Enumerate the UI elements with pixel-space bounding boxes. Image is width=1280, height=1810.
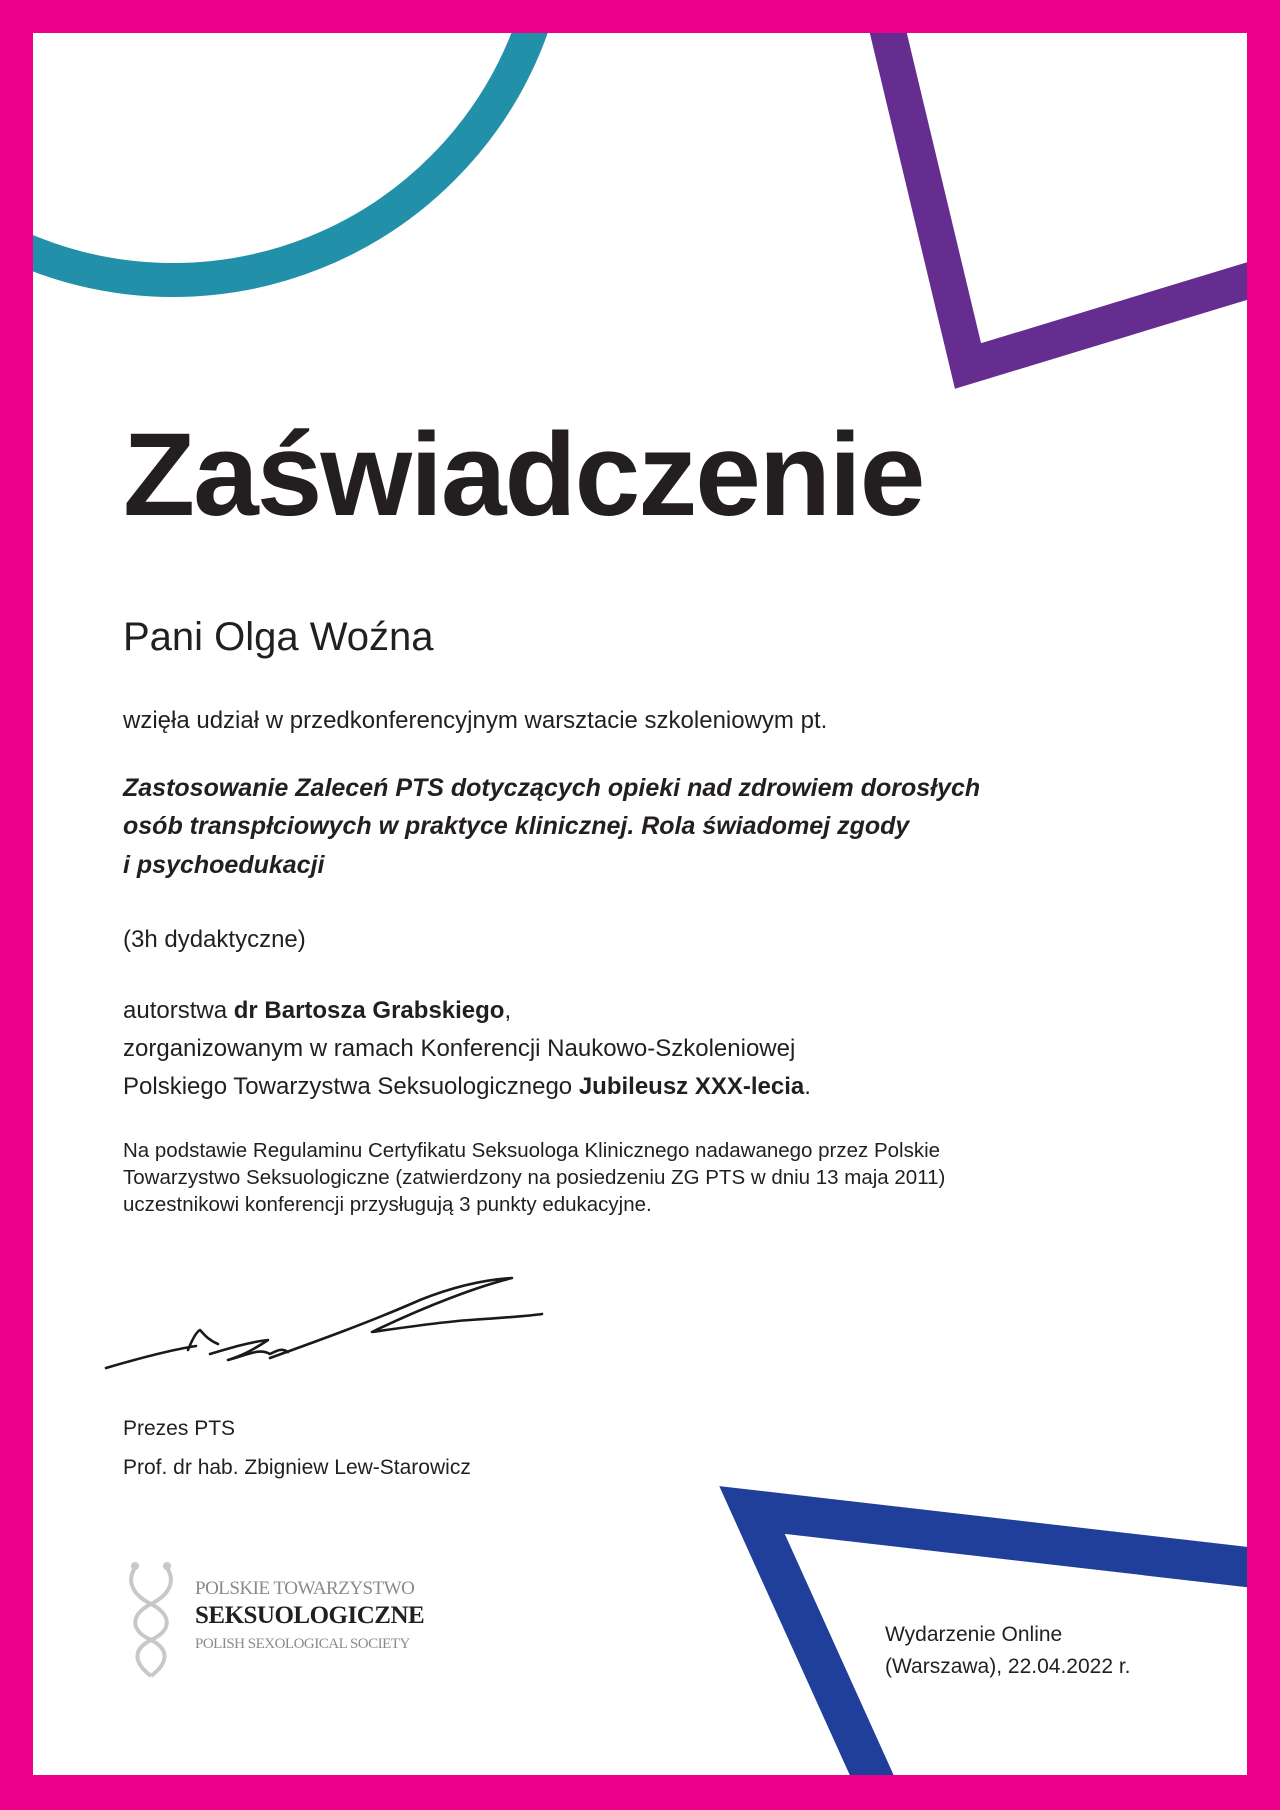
workshop-title-line-2: osób transpłciowych w praktyce klinicznej. Rola świadomej zgody	[123, 812, 910, 840]
caduceus-icon	[121, 1560, 181, 1680]
frame-left	[0, 0, 33, 1810]
author-line	[123, 996, 511, 1026]
logo-line-3: POLISH SEXOLOGICAL SOCIETY	[195, 1636, 410, 1652]
recipient-name: Pani Olga Woźna	[123, 615, 434, 659]
hours-text: (3h dydaktyczne)	[123, 926, 306, 953]
note-line-2: Towarzystwo Seksuologiczne (zatwierdzony na posiedzeniu ZG PTS w dniu 13 maja 2011)	[123, 1166, 946, 1189]
jubilee-suffix: .	[804, 1073, 811, 1100]
logo-line-2: SEKSUOLOGICZNE	[195, 1602, 425, 1629]
teal-arc	[0, 0, 554, 280]
workshop-title-line-1: Zastosowanie Zaleceń PTS dotyczących opieki nad zdrowiem dorosłych	[123, 774, 981, 802]
society-prefix: Polskiego Towarzystwa Seksuologicznego	[123, 1073, 579, 1100]
frame-top	[0, 0, 1280, 33]
event-type: Wydarzenie Online	[885, 1623, 1063, 1646]
frame-right	[1247, 0, 1280, 1810]
note-line-1: Na podstawie Regulaminu Certyfikatu Seksuologa Klinicznego nadawanego przez Polskie	[123, 1139, 941, 1162]
event-place-date: (Warszawa), 22.04.2022 r.	[885, 1655, 1131, 1678]
society-line	[123, 1072, 811, 1102]
intro-text: wzięła udział w przedkonferencyjnym warsztacie szkoleniowym pt.	[123, 707, 828, 734]
society-logo	[121, 1560, 441, 1680]
author-name: dr Bartosza Grabskiego	[233, 997, 505, 1024]
jubilee-text: Jubileusz XXX-lecia	[578, 1073, 805, 1100]
certificate-title: Zaświadczenie	[123, 409, 924, 541]
note-line-3: uczestnikowi konferencji przysługują 3 punkty edukacyjne.	[123, 1193, 652, 1216]
workshop-title-line-3: i psychoedukacji	[123, 851, 325, 879]
signatory-name: Prof. dr hab. Zbigniew Lew-Starowicz	[123, 1456, 471, 1479]
signatory-role: Prezes PTS	[123, 1417, 236, 1440]
logo-line-1: POLSKIE TOWARZYSTWO	[195, 1578, 415, 1599]
frame-bottom	[0, 1775, 1280, 1810]
organized-line: zorganizowanym w ramach Konferencji Naukowo-Szkoleniowej	[123, 1035, 796, 1062]
author-prefix: autorstwa	[123, 997, 234, 1024]
author-suffix: ,	[504, 997, 512, 1024]
purple-angle-line	[878, 0, 1280, 366]
signature	[100, 1270, 550, 1375]
